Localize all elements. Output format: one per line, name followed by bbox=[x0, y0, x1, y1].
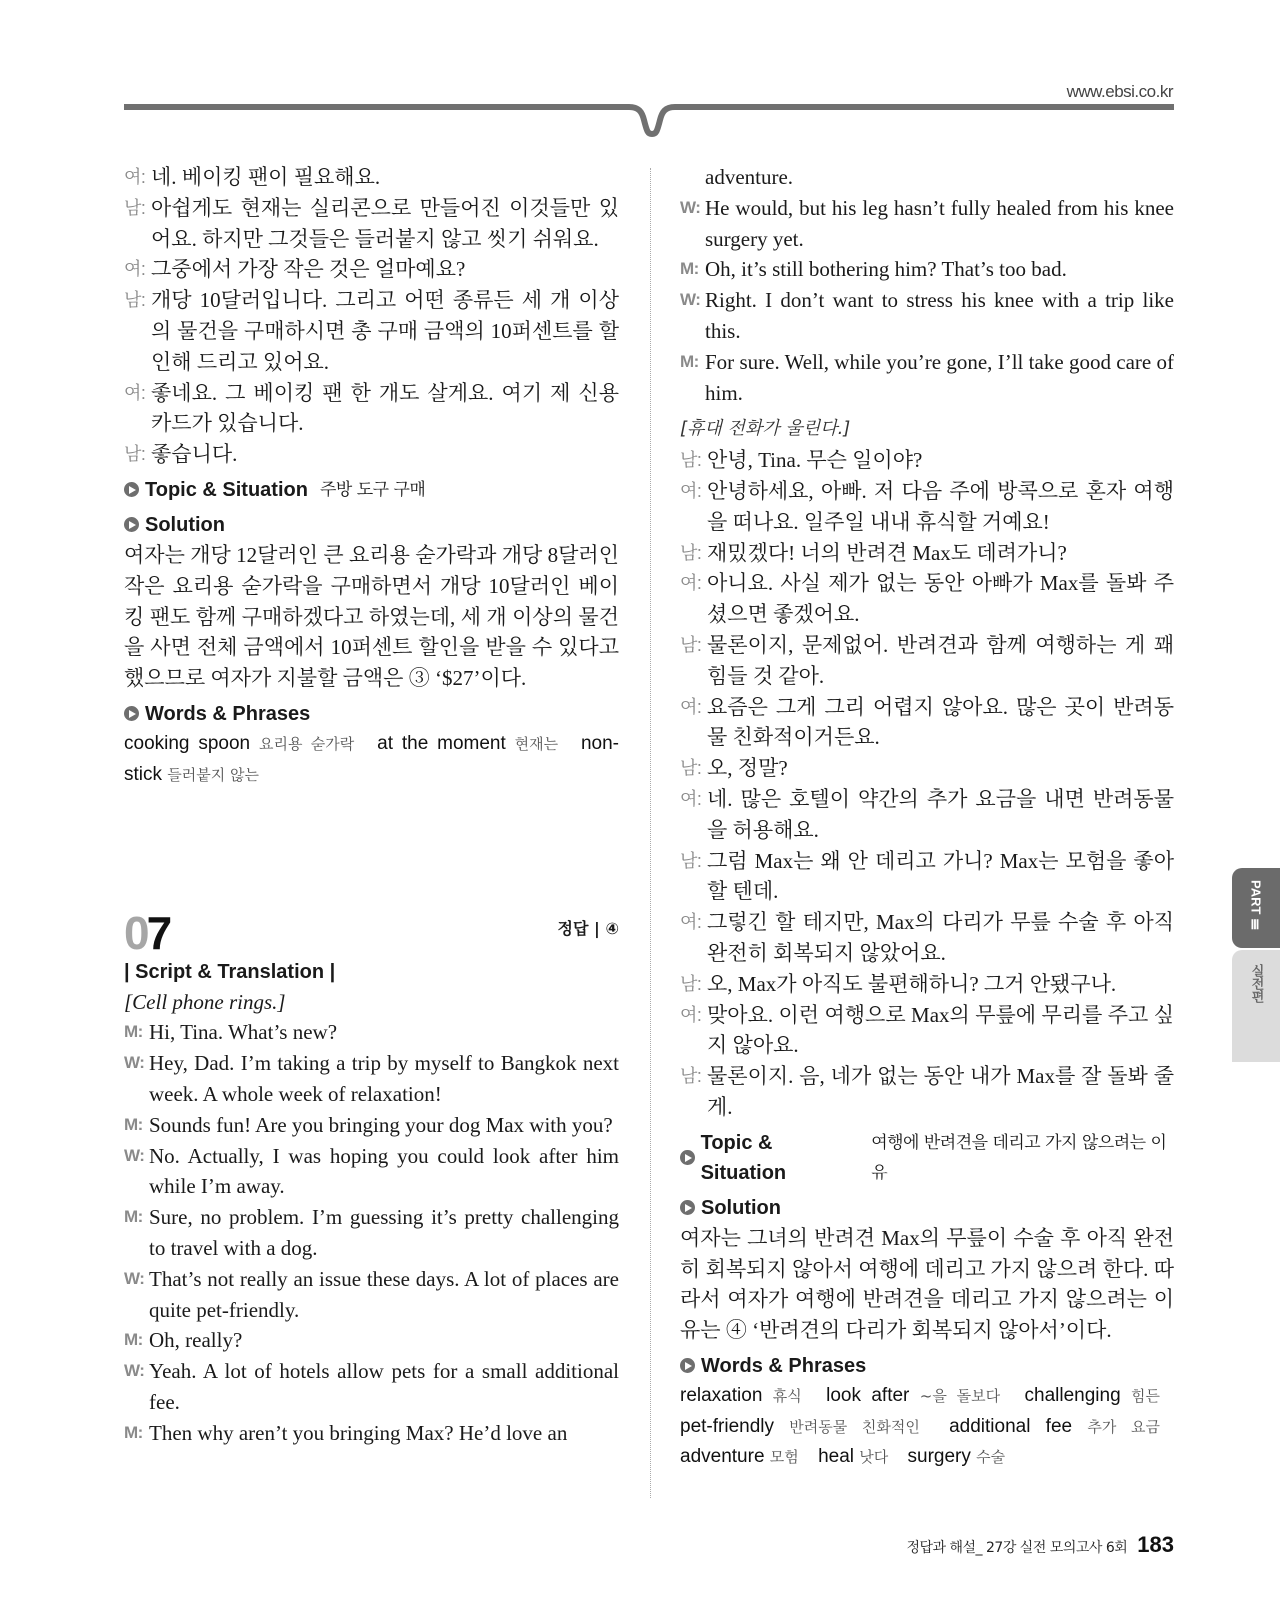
dialogue-text: Right. I don’t want to stress his knee with a trip like this. bbox=[705, 288, 1174, 343]
question-header bbox=[124, 906, 619, 959]
dialogue-line bbox=[680, 753, 1174, 784]
topic-value: 주방 도구 구매 bbox=[319, 479, 426, 500]
side-tab-part[interactable] bbox=[1232, 868, 1280, 948]
speaker-label: M: bbox=[124, 1114, 143, 1134]
left-column bbox=[124, 162, 619, 1449]
speaker-label: M: bbox=[124, 1022, 143, 1042]
dialogue-text: Hey, Dad. I’m taking a trip by myself to Bangkok next week. A whole week of relaxation! bbox=[149, 1051, 619, 1106]
speaker-label: M: bbox=[680, 351, 699, 371]
speaker-label: M: bbox=[124, 1330, 143, 1350]
speaker-label: 남: bbox=[680, 758, 702, 779]
dialogue-line bbox=[124, 1418, 619, 1449]
solution-heading bbox=[680, 1193, 1174, 1223]
answer-label: 정답 | ④ bbox=[557, 918, 619, 938]
topic-label: Topic & Situation bbox=[700, 1131, 787, 1184]
dialogue-line bbox=[680, 784, 1174, 846]
speaker-label: W: bbox=[124, 1053, 145, 1073]
word-ko: 요리용 숟가락 bbox=[258, 734, 355, 753]
topic-value: 여행에 반려견을 데리고 가지 않으려는 이유 bbox=[871, 1132, 1167, 1183]
word-ko: ~을 돌보다 bbox=[919, 1386, 1001, 1405]
question-number bbox=[124, 906, 170, 959]
speaker-label: W: bbox=[680, 197, 701, 217]
play-bullet-icon bbox=[124, 517, 139, 532]
word-ko: 반려동물 친화적인 bbox=[789, 1417, 920, 1436]
words-label: Words & Phrases bbox=[145, 702, 311, 725]
speaker-label: 남: bbox=[680, 634, 702, 655]
word-en: non-stick bbox=[124, 732, 619, 785]
speaker-label: 남: bbox=[124, 290, 146, 311]
dialogue-text: 요즘은 그게 그리 어렵지 않아요. 많은 곳이 반려동물 친화적이거든요. bbox=[707, 694, 1174, 750]
dialogue-text: 개당 10달러입니다. 그리고 어떤 종류든 세 개 이상의 물건을 구매하시면 총 구매 금액의 10퍼센트를 할인해 드리고 있어요. bbox=[151, 288, 619, 374]
speaker-label: 남: bbox=[124, 197, 146, 218]
script-heading: | Script & Translation | bbox=[124, 960, 336, 983]
word-ko: 힘든 bbox=[1131, 1386, 1161, 1405]
speaker-label: 여: bbox=[124, 259, 146, 280]
dialogue-continuation: adventure. bbox=[705, 165, 794, 189]
word-en: surgery bbox=[907, 1446, 971, 1468]
page-number: 183 bbox=[1137, 1532, 1174, 1557]
dialogue-text: Sure, no problem. I’m guessing it’s pretty challenging to travel with a dog. bbox=[149, 1205, 619, 1260]
dialogue-line bbox=[680, 1061, 1174, 1123]
word-ko: 현재는 bbox=[514, 734, 559, 753]
play-bullet-icon bbox=[124, 706, 139, 721]
right-column bbox=[680, 162, 1174, 1473]
dialogue-text: 아쉽게도 현재는 실리콘으로 만들어진 이것들만 있어요. 하지만 그것들은 들러붙지 않고 씻기 쉬워요. bbox=[151, 195, 619, 251]
footer-breadcrumb: 정답과 해설_ 27강 실전 모의고사 6회 bbox=[906, 1540, 1128, 1556]
speaker-label: M: bbox=[680, 259, 699, 279]
dialogue-text: 물론이지. 음, 네가 없는 동안 내가 Max를 잘 돌봐 줄게. bbox=[707, 1064, 1174, 1119]
play-bullet-icon bbox=[680, 1200, 695, 1215]
word-ko: 낫다 bbox=[859, 1448, 889, 1467]
speaker-label: 남: bbox=[680, 450, 702, 471]
speaker-label: 남: bbox=[124, 444, 146, 465]
words-label: Words & Phrases bbox=[701, 1354, 867, 1377]
speaker-label: W: bbox=[124, 1268, 145, 1288]
dialogue-line bbox=[680, 1000, 1174, 1062]
speaker-label: 여: bbox=[680, 696, 702, 717]
play-bullet-icon bbox=[124, 482, 139, 497]
speaker-label: 여: bbox=[124, 167, 146, 187]
dialogue-line bbox=[124, 1202, 619, 1264]
dialogue-line bbox=[680, 692, 1174, 754]
speaker-label: 남: bbox=[680, 850, 702, 871]
word-en: adventure bbox=[680, 1446, 765, 1468]
question-number-digit: 0 bbox=[124, 906, 147, 959]
dialogue-line bbox=[680, 193, 1174, 255]
header-rule-divider bbox=[124, 100, 1174, 140]
dialogue-line bbox=[680, 476, 1174, 538]
dialogue-text: No. Actually, I was hoping you could look after him while I’m away. bbox=[149, 1143, 619, 1199]
word-en: challenging bbox=[1024, 1384, 1121, 1406]
words-heading bbox=[680, 1351, 1174, 1381]
dialogue-text: 안녕하세요, 아빠. 저 다음 주에 방콕으로 혼자 여행을 떠나요. 일주일 내내 휴식할 거예요! bbox=[707, 478, 1174, 534]
speaker-label: W: bbox=[124, 1145, 145, 1165]
speaker-label: W: bbox=[124, 1361, 145, 1381]
dialogue-line bbox=[124, 439, 619, 470]
dialogue-text: Then why aren’t you bringing Max? He’d love an bbox=[149, 1420, 568, 1445]
dialogue-text: 오, Max가 아직도 불편해하니? 그거 안됐구나. bbox=[707, 971, 1117, 996]
dialogue-text: 그중에서 가장 작은 것은 얼마예요? bbox=[151, 257, 466, 282]
dialogue-line bbox=[124, 1048, 619, 1110]
dialogue-line bbox=[680, 846, 1174, 908]
word-en: pet-friendly bbox=[680, 1415, 774, 1437]
dialogue-text: That’s not really an issue these days. A lot of places are quite pet-friendly. bbox=[149, 1266, 619, 1322]
dialogue-line bbox=[124, 1264, 619, 1326]
side-tab-part-label: PART Ⅲ bbox=[1248, 880, 1264, 934]
question-number-digit: 7 bbox=[146, 906, 170, 959]
dialogue-ko-block bbox=[680, 445, 1174, 1123]
speaker-label: 여: bbox=[124, 382, 146, 403]
stage-direction: [Cell phone rings.] bbox=[124, 989, 286, 1014]
solution-label: Solution bbox=[701, 1196, 781, 1219]
speaker-label: 남: bbox=[680, 1066, 702, 1087]
dialogue-text: He would, but his leg hasn’t fully healed from his knee surgery yet. bbox=[705, 195, 1174, 251]
dialogue-text: 오, 정말? bbox=[707, 756, 788, 781]
dialogue-text: 그럼 Max는 왜 안 데리고 가니? Max는 모험을 좋아할 텐데. bbox=[707, 848, 1174, 904]
word-ko: 휴식 bbox=[772, 1386, 802, 1405]
dialogue-line bbox=[680, 538, 1174, 569]
word-en: look after bbox=[826, 1384, 910, 1406]
dialogue-text: 그렇긴 할 테지만, Max의 다리가 무릎 수술 후 아직 완전히 회복되지 않았어요. bbox=[707, 910, 1174, 965]
dialogue-line bbox=[124, 1141, 619, 1203]
speaker-label: 남: bbox=[680, 542, 702, 563]
play-bullet-icon bbox=[680, 1150, 695, 1165]
dialogue-line bbox=[124, 1325, 619, 1356]
side-tab-section[interactable] bbox=[1232, 950, 1280, 1062]
speaker-label: W: bbox=[680, 290, 701, 310]
word-ko: 모험 bbox=[769, 1448, 799, 1467]
dialogue-text: 좋네요. 그 베이킹 팬 한 개도 살게요. 여기 제 신용 카드가 있습니다. bbox=[151, 380, 619, 436]
speaker-spacer bbox=[680, 162, 705, 193]
dialogue-text: Oh, really? bbox=[149, 1328, 243, 1353]
dialogue-text: For sure. Well, while you’re gone, I’ll take good care of him. bbox=[705, 349, 1174, 405]
column-divider bbox=[650, 168, 651, 1498]
topic-heading bbox=[124, 475, 619, 505]
word-ko: 추가 요금 bbox=[1087, 1417, 1161, 1436]
word-en: cooking spoon bbox=[124, 732, 251, 754]
solution-heading bbox=[124, 510, 619, 540]
solution-text: 여자는 개당 12달러인 큰 요리용 숟가락과 개당 8달러인 작은 요리용 숟가락을 구매하면서 개당 10달러인 베이킹 팬도 함께 구매하겠다고 하였는데, 세 개 이상의 물건을 사면 전체 금액에서 10퍼센트 할인을 받을 수 있다고 했으므로 여자가 지불할 금액은 ③ ‘$27’이다. bbox=[124, 542, 619, 691]
speaker-label: 여: bbox=[680, 480, 702, 501]
word-en: at the moment bbox=[377, 732, 506, 754]
speaker-label: 여: bbox=[680, 573, 702, 594]
topic-label: Topic & Situation bbox=[145, 478, 308, 501]
speaker-label: M: bbox=[124, 1422, 143, 1442]
site-url: www.ebsi.co.kr bbox=[1066, 82, 1173, 101]
speaker-label: M: bbox=[124, 1207, 143, 1227]
dialogue-text: Hi, Tina. What’s new? bbox=[149, 1020, 338, 1045]
play-bullet-icon bbox=[680, 1358, 695, 1373]
dialogue-text: 재밌겠다! 너의 반려견 Max도 데려가니? bbox=[707, 540, 1067, 565]
speaker-label: 여: bbox=[680, 1004, 702, 1025]
side-tab-section-label: 실전편 bbox=[1248, 964, 1264, 1003]
dialogue-line bbox=[680, 162, 1174, 193]
dialogue-line bbox=[680, 630, 1174, 692]
dialogue-text: 물론이지, 문제없어. 반려견과 함께 여행하는 게 꽤 힘들 것 같아. bbox=[707, 632, 1174, 688]
dialogue-ko-block bbox=[124, 162, 619, 470]
dialogue-line bbox=[124, 1356, 619, 1418]
dialogue-text: 아니요. 사실 제가 없는 동안 아빠가 Max를 돌봐 주셨으면 좋겠어요. bbox=[707, 571, 1174, 627]
speaker-label: 남: bbox=[680, 973, 702, 994]
dialogue-text: Yeah. A lot of hotels allow pets for a small additional fee. bbox=[149, 1359, 619, 1414]
dialogue-line bbox=[680, 347, 1174, 409]
dialogue-line bbox=[680, 285, 1174, 347]
dialogue-text: 안녕, Tina. 무슨 일이야? bbox=[707, 448, 923, 473]
dialogue-text: 네. 베이킹 팬이 필요해요. bbox=[151, 165, 381, 189]
dialogue-line bbox=[124, 254, 619, 285]
dialogue-line bbox=[124, 162, 619, 193]
dialogue-text: Oh, it’s still bothering him? That’s too bad. bbox=[705, 257, 1067, 282]
dialogue-line bbox=[680, 969, 1174, 1000]
dialogue-line bbox=[124, 1017, 619, 1048]
dialogue-line bbox=[680, 254, 1174, 285]
dialogue-line bbox=[124, 378, 619, 440]
dialogue-line bbox=[680, 568, 1174, 630]
words-heading bbox=[124, 699, 619, 729]
words-list bbox=[124, 729, 619, 791]
word-en: relaxation bbox=[680, 1384, 763, 1406]
words-list bbox=[680, 1381, 1174, 1473]
speaker-label: 여: bbox=[680, 912, 702, 933]
word-en: additional fee bbox=[949, 1415, 1073, 1437]
word-ko: 수술 bbox=[976, 1448, 1006, 1467]
solution-label: Solution bbox=[145, 513, 225, 536]
stage-direction-ko: [휴대 전화가 울린다.] bbox=[680, 418, 851, 440]
dialogue-line bbox=[124, 193, 619, 255]
dialogue-line bbox=[680, 907, 1174, 969]
dialogue-line bbox=[680, 445, 1174, 476]
speaker-label: 여: bbox=[680, 788, 702, 809]
word-en: heal bbox=[818, 1446, 854, 1468]
word-ko: 들러붙지 않는 bbox=[167, 765, 259, 784]
dialogue-text: 네. 많은 호텔이 약간의 추가 요금을 내면 반려동물을 허용해요. bbox=[707, 786, 1174, 842]
dialogue-text: 좋습니다. bbox=[151, 442, 238, 467]
dialogue-line bbox=[124, 1110, 619, 1141]
solution-text: 여자는 그녀의 반려견 Max의 무릎이 수술 후 아직 완전히 회복되지 않아서 여행에 데리고 가지 않으려 한다. 따라서 여자가 여행에 반려견을 데리고 가지 않으려는 이유는 ④ ‘반려견의 다리가 회복되지 않아서’이다. bbox=[680, 1225, 1174, 1343]
page-footer bbox=[906, 1532, 1174, 1558]
dialogue-line bbox=[124, 285, 619, 377]
dialogue-text: 맞아요. 이런 여행으로 Max의 무릎에 무리를 주고 싶지 않아요. bbox=[707, 1002, 1174, 1058]
dialogue-text: Sounds fun! Are you bringing your dog Max with you? bbox=[149, 1112, 613, 1137]
topic-heading bbox=[680, 1128, 1174, 1188]
dialogue-en-block bbox=[124, 1017, 619, 1448]
